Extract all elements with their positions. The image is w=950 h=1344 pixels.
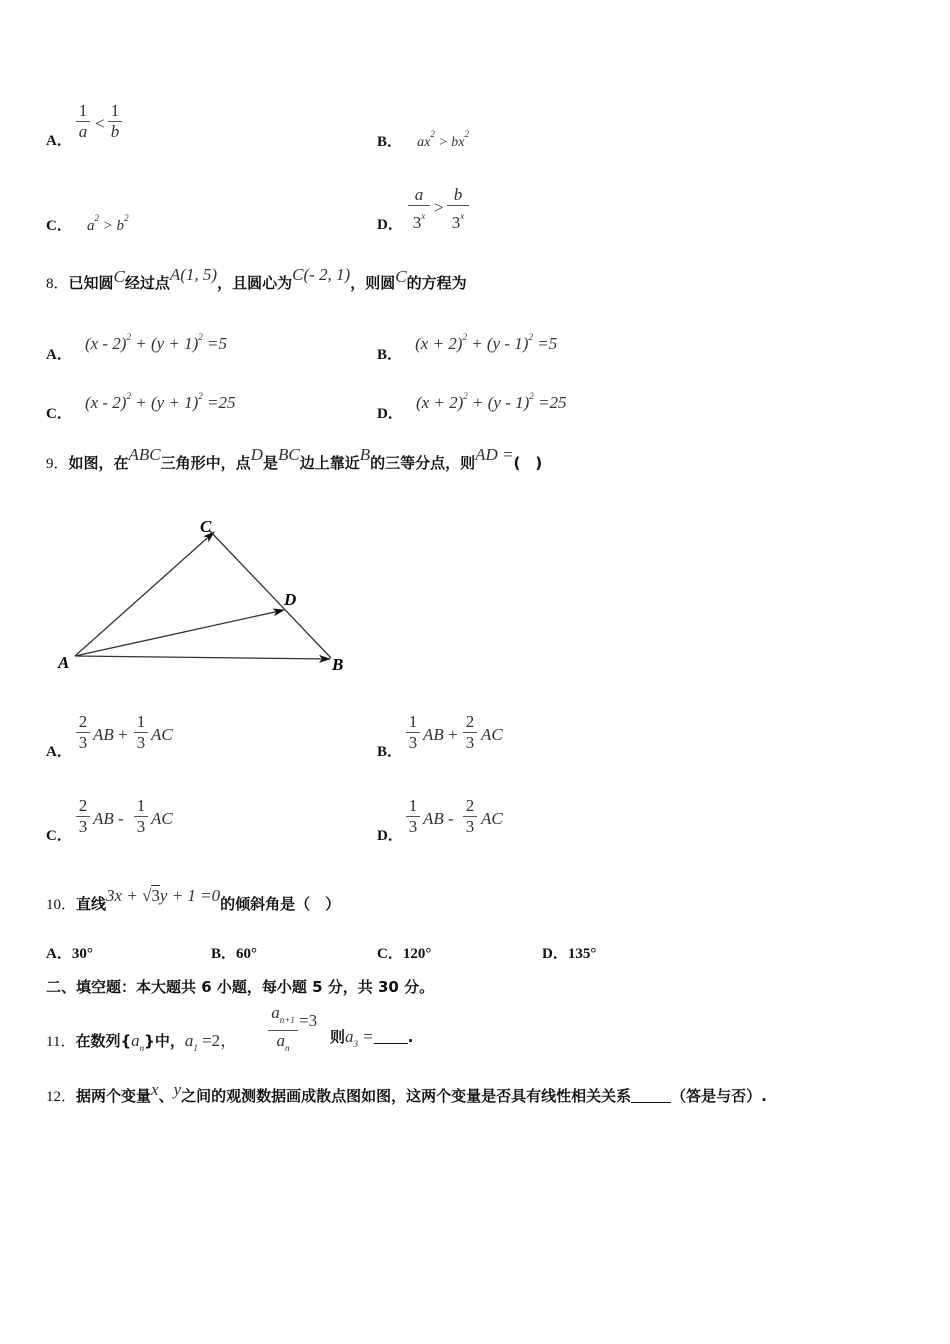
- triangle-figure: [50, 510, 360, 680]
- q8-option-b: B． $(x + 2)^2 + (y - 1)^2 =5$: [377, 332, 558, 363]
- fraction: 2 3: [76, 713, 90, 752]
- segment-cb: [209, 530, 331, 658]
- option-label: A．: [46, 347, 72, 363]
- q7-option-c: C． $a^2 > b^2$: [46, 213, 129, 234]
- question-10-stem: 10．直线3x + √3y + 1 =0的倾斜角是（ ）: [46, 886, 341, 913]
- fraction: 1 3: [406, 713, 420, 752]
- q8-option-c: C． $(x - 2)^2 + (y + 1)^2 =25$: [46, 391, 236, 422]
- q11-stem-part1: 11．在数列$\{a_n\}$中，$a_1 =2$，: [46, 1031, 238, 1053]
- option-label: D．: [377, 828, 403, 844]
- option-label: B．: [377, 134, 403, 150]
- q8-option-d: D． $(x + 2)^2 + (y - 1)^2 =25$: [377, 391, 567, 422]
- answer-blank[interactable]: [631, 1088, 671, 1103]
- fraction: 1 b: [108, 102, 122, 141]
- option-label: B．: [377, 347, 403, 363]
- ratio-fraction: $a_{n+1}$ $a_n$: [268, 1004, 298, 1057]
- option-label: D．: [377, 406, 403, 422]
- vector-ad: [75, 610, 284, 656]
- fraction: 1 3: [406, 797, 420, 836]
- question-9-stem: 9．如图，在ABC三角形中，点D是BC边上靠近B的三等分点，则AD =( ): [46, 445, 543, 472]
- fraction: 2 3: [463, 713, 477, 752]
- vector-ac: [75, 532, 214, 656]
- option-label: C．: [46, 218, 72, 234]
- q11-stem-part2: 则$a_3$ = .: [330, 1027, 414, 1049]
- option-label: B．: [377, 744, 403, 760]
- sqrt-sign: √: [142, 886, 152, 905]
- option-label: A．: [46, 133, 72, 149]
- fraction: 1 3: [134, 797, 148, 836]
- q8-option-a: A． $(x - 2)^2 + (y + 1)^2 =5$: [46, 332, 228, 363]
- vector-ab: [75, 656, 330, 659]
- fraction: 2 3: [76, 797, 90, 836]
- point-a-label: A: [58, 653, 70, 672]
- point-d-label: D: [284, 590, 297, 609]
- option-label: A．: [46, 744, 72, 760]
- operator: <: [95, 114, 105, 133]
- fraction: 1 3: [134, 713, 148, 752]
- q10-option-c: C．120°: [377, 946, 432, 962]
- fraction: 1 a: [76, 102, 90, 141]
- section-heading: 二、填空题：本大题共 6 小题，每小题 5 分，共 30 分。: [46, 978, 435, 996]
- option-label: D．: [377, 217, 403, 233]
- fraction: a 3$^x$: [408, 186, 430, 232]
- fraction: b 3$^x$: [447, 186, 469, 232]
- q10-option-d: D．135°: [542, 946, 597, 962]
- question-8-stem: 8．已知圆C经过点A(1, 5)，且圆心为C(- 2, 1)，则圆C的方程为: [46, 265, 467, 292]
- fraction: 2 3: [463, 797, 477, 836]
- q10-option-a: A．30°: [46, 946, 93, 962]
- question-12-stem: 12．据两个变量x、y之间的观测数据画成散点图如图，这两个变量是否具有线性相关关系 （答是与否）.: [46, 1080, 767, 1105]
- q7-option-b: B． $ax^2 > bx^2$: [377, 129, 469, 150]
- answer-blank[interactable]: [374, 1029, 408, 1044]
- operator: >: [434, 198, 444, 217]
- option-label: C．: [46, 828, 72, 844]
- option-label: C．: [46, 406, 72, 422]
- point-c-label: C: [200, 517, 212, 536]
- point-b-label: B: [332, 655, 344, 674]
- q10-option-b: B．60°: [211, 946, 258, 962]
